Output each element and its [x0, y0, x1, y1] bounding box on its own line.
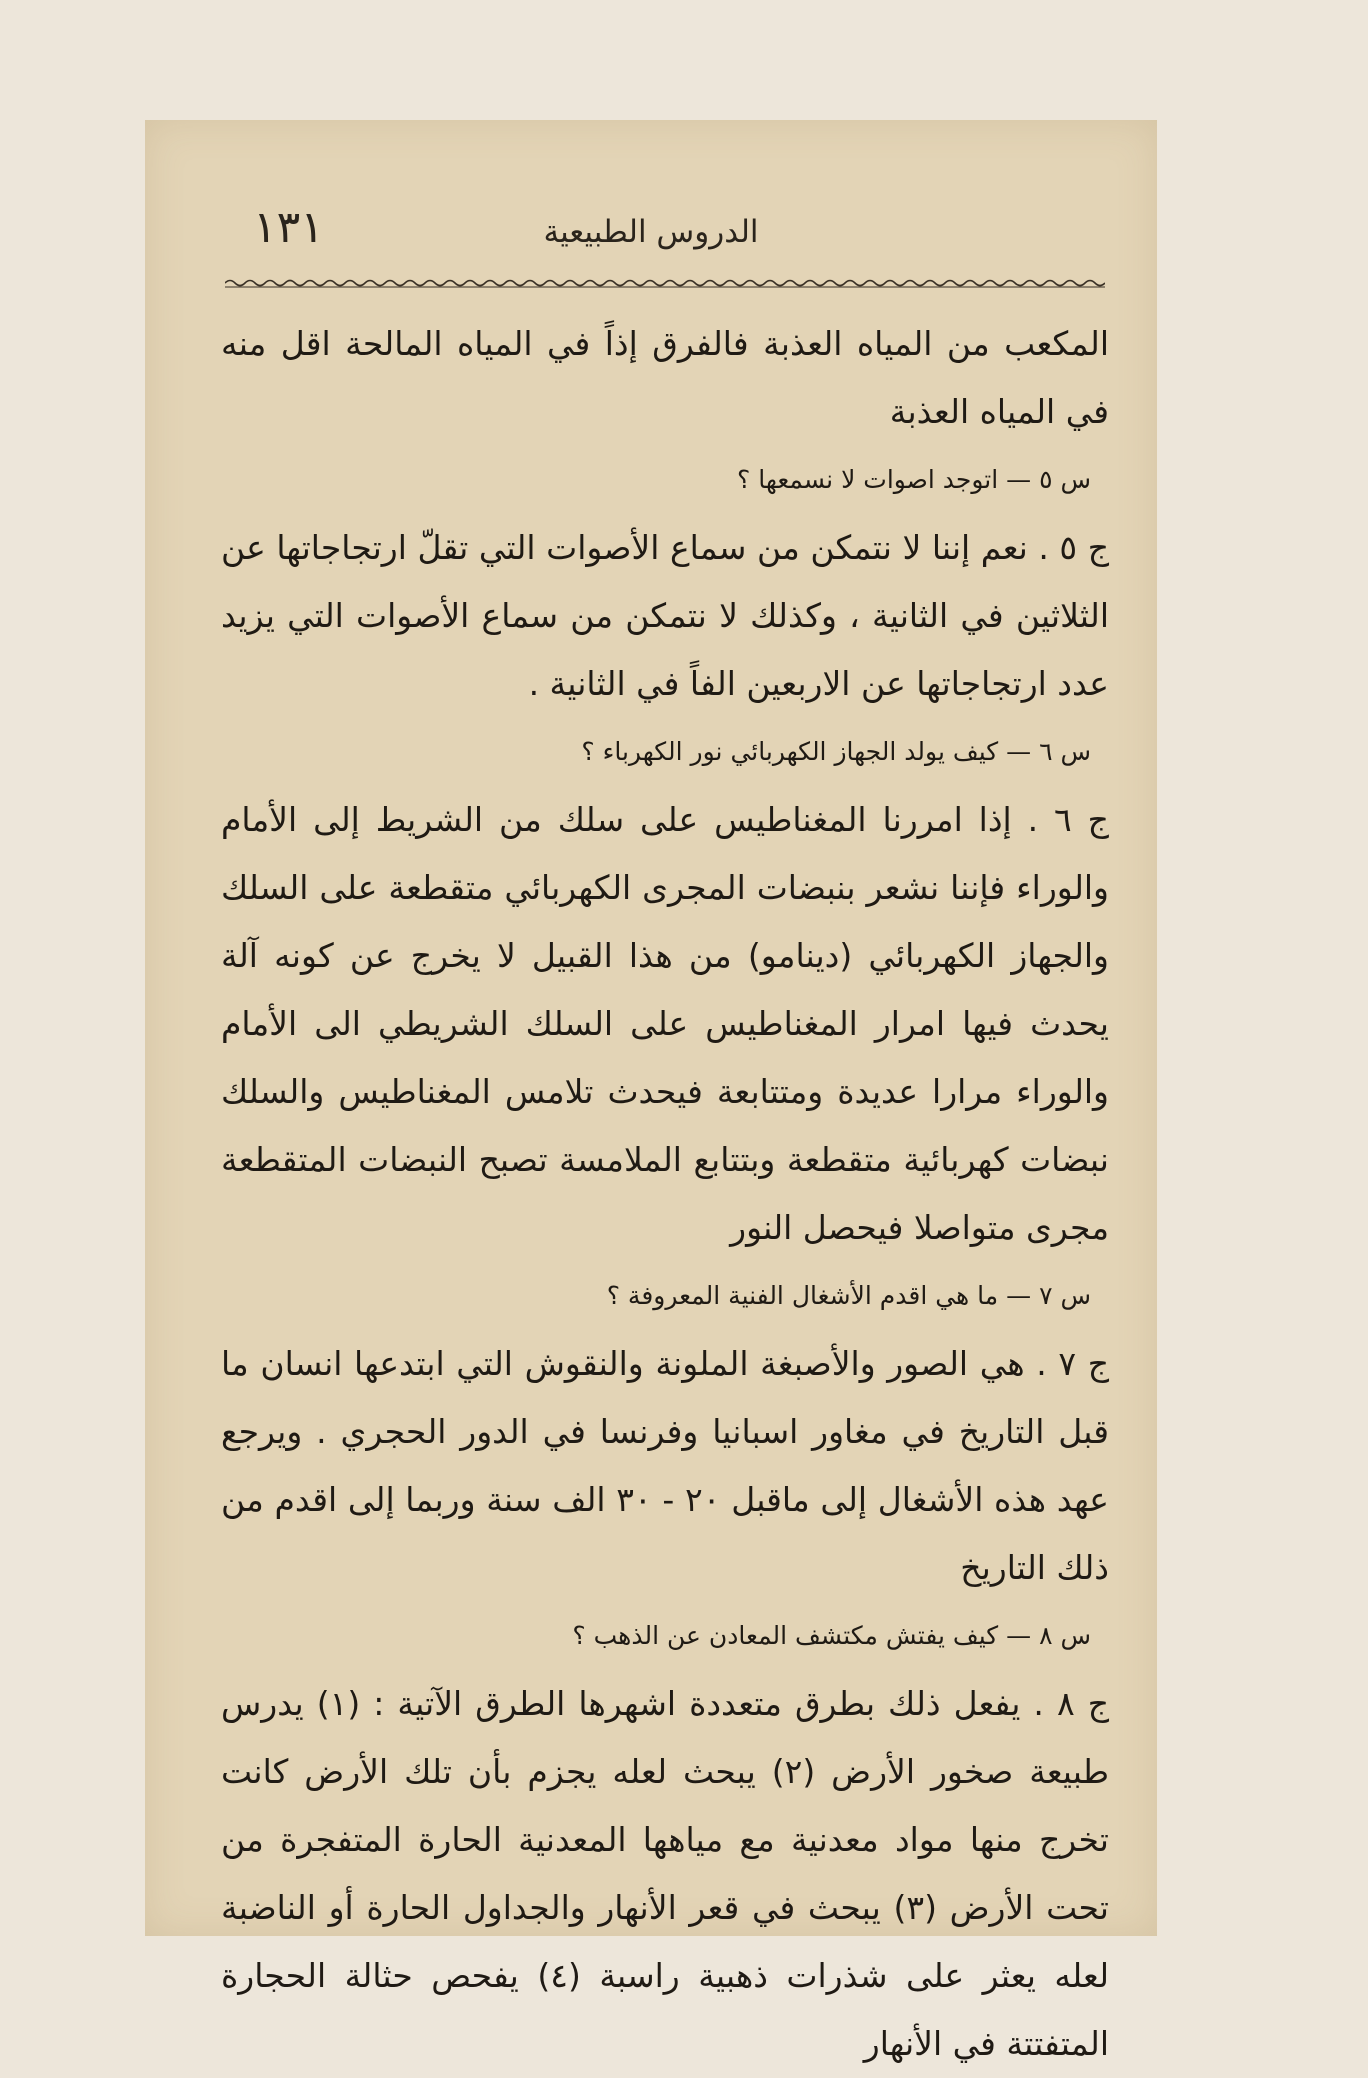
page-header — [145, 202, 1157, 272]
question-7: س ٧ — ما هي اقدم الأشغال الفنية المعروفة ؟ — [606, 1281, 1091, 1310]
answer-8: ج ٨ . يفعل ذلك بطرق متعددة اشهرها الطرق الآتية : (١) يدرس طبيعة صخور الأرض (٢) يبحث لعله يجزم بأن تلك الأرض كانت تخرج منها مواد معدنية مع مياهها المعدنية الحارة المتفجرة من تحت الأرض (٣) يبحث في قعر الأنهار والجداول الحارة أو الناضبة لعله يعثر على شذرات ذهبية راسبة (٤) يفحص حثالة الحجارة المتفتتة في الأنهار — [221, 1684, 1109, 2063]
question-8: س ٨ — كيف يفتش مكتشف المعادن عن الذهب ؟ — [572, 1621, 1091, 1650]
answer-5: ج ٥ . نعم إننا لا نتمكن من سماع الأصوات التي تقلّ ارتجاجاتها عن الثلاثين في الثانية ، وكذلك لا نتمكن من سماع الأصوات التي يزيد عدد ارتجاجاتها عن الاربعين الفاً في الثانية . — [221, 528, 1109, 703]
book-page — [145, 120, 1157, 2063]
question-6: س ٦ — كيف يولد الجهاز الكهربائي نور الكهرباء ؟ — [581, 737, 1091, 766]
question-5: س ٥ — اتوجد اصوات لا نسمعها ؟ — [737, 465, 1091, 494]
running-title: الدروس الطبيعية — [543, 214, 759, 250]
ornamental-rule — [225, 278, 1105, 288]
paragraph-continuation: المكعب من المياه العذبة فالفرق إذاً في المياه المالحة اقل منه في المياه العذبة — [221, 324, 1109, 431]
page-number: ١٣١ — [253, 202, 324, 253]
answer-7: ج ٧ . هي الصور والأصبغة الملونة والنقوش التي ابتدعها انسان ما قبل التاريخ في مغاور اسبانيا وفرنسا في الدور الحجري . ويرجع عهد هذه الأشغال إلى ماقبل ٢٠ - ٣٠ الف سنة وربما إلى اقدم من ذلك التاريخ — [221, 1344, 1110, 1587]
body-text — [221, 310, 1109, 2078]
answer-6: ج ٦ . إذا امررنا المغناطيس على سلك من الشريط إلى الأمام والوراء فإننا نشعر بنبضات المجرى الكهربائي متقطعة على السلك والجهاز الكهربائي (دينامو) من هذا القبيل لا يخرج عن كونه آلة يحدث فيها امرار المغناطيس على السلك الشريطي الى الأمام والوراء مرارا عديدة ومتتابعة فيحدث تلامس المغناطيس والسلك نبضات كهربائية متقطعة وبتتابع الملامسة تصبح النبضات المتقطعة مجرى متواصلا فيحصل النور — [221, 800, 1109, 1247]
